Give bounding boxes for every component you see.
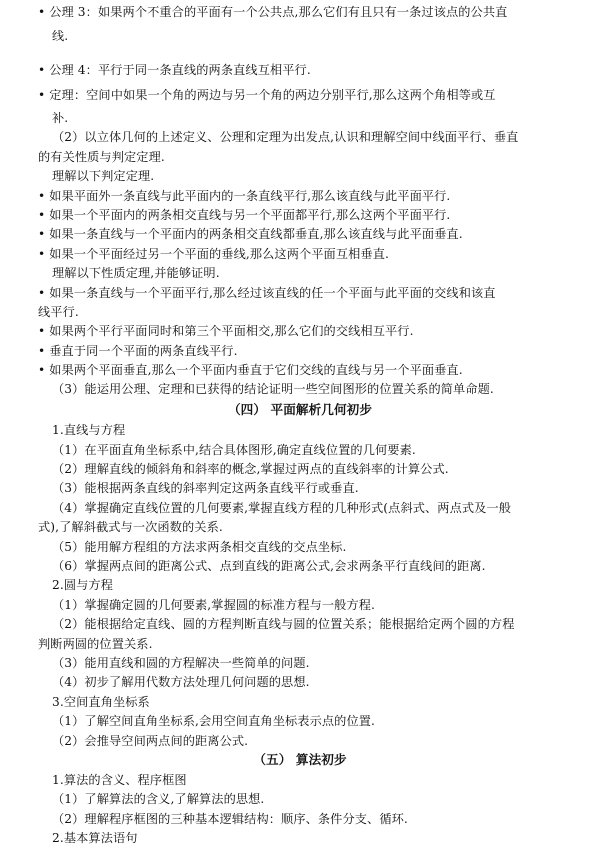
subsection-title: 1.算法的含义、程序框图 bbox=[52, 773, 187, 787]
prop-theorem-1-line-1: • 如果一条直线与一个平面平行,那么经过该直线的任一个平面与此平面的交线和该直 bbox=[38, 286, 496, 300]
list-item: （2）理解程序框图的三种基本逻辑结构：顺序、条件分支、循环. bbox=[52, 812, 408, 826]
item-2-line-2: 的有关性质与判定定理. bbox=[38, 150, 165, 164]
item-3: （3）能运用公理、定理和已获得的结论证明一些空间图形的位置关系的简单命题. bbox=[52, 382, 494, 396]
list-item: （1）了解算法的含义,了解算法的思想. bbox=[52, 792, 265, 806]
list-item: （2）理解直线的倾斜角和斜率的概念,掌握过两点的直线斜率的计算公式. bbox=[52, 462, 449, 476]
judge-theorem-4: • 如果一个平面经过另一个平面的垂线,那么这两个平面互相垂直. bbox=[38, 247, 389, 261]
judge-intro: 理解以下判定定理. bbox=[52, 169, 155, 183]
list-item: 判断两圆的位置关系. bbox=[38, 637, 153, 651]
list-item: （3）能用直线和圆的方程解决一些简单的问题. bbox=[52, 656, 310, 670]
list-item: （4）掌握确定直线位置的几何要素,掌握直线方程的几种形式(点斜式、两点式及一般 bbox=[52, 501, 512, 515]
judge-theorem-1: • 如果平面外一条直线与此平面内的一条直线平行,那么该直线与此平面平行. bbox=[38, 189, 451, 203]
judge-theorem-3: • 如果一条直线与一个平面内的两条相交直线都垂直,那么该直线与此平面垂直. bbox=[38, 227, 463, 241]
judge-theorem-2: • 如果一个平面内的两条相交直线与另一个平面都平行,那么这两个平面平行. bbox=[38, 208, 451, 222]
prop-theorem-3: • 垂直于同一个平面的两条直线平行. bbox=[38, 344, 238, 358]
axiom-3-line-2: 线. bbox=[52, 29, 69, 43]
prop-theorem-4: • 如果两个平面垂直,那么一个平面内垂直于它们交线的直线与另一个平面垂直. bbox=[38, 363, 463, 377]
theorem-line-2: 补. bbox=[52, 111, 69, 125]
list-item: （5）能用解方程组的方法求两条相交直线的交点坐标. bbox=[52, 540, 347, 554]
theorem-line-1: • 定理：空间中如果一个角的两边与另一个角的两边分别平行,那么这两个角相等或互 bbox=[38, 88, 496, 102]
subsection-title: 2.圆与方程 bbox=[52, 578, 113, 592]
prop-theorem-2: • 如果两个平行平面同时和第三个平面相交,那么它们的交线相互平行. bbox=[38, 324, 414, 338]
list-item: （4）初步了解用代数方法处理几何问题的思想. bbox=[52, 675, 310, 689]
list-item: 式),了解斜截式与一次函数的关系. bbox=[38, 520, 223, 534]
subsection-title: 3.空间直角坐标系 bbox=[52, 695, 150, 709]
section-heading-algorithm: （五） 算法初步 bbox=[253, 752, 347, 767]
prop-theorem-1-line-2: 线平行. bbox=[38, 305, 79, 319]
list-item: （6）掌握两点间的距离公式、点到直线的距离公式,会求两条平行直线间的距离. bbox=[52, 559, 486, 573]
subsection-title: 2.基本算法语句 bbox=[52, 831, 138, 845]
list-item: （2）会推导空间两点间的距离公式. bbox=[52, 734, 249, 748]
list-item: （1）了解空间直角坐标系,会用空间直角坐标表示点的位置. bbox=[52, 714, 375, 728]
list-item: （1）掌握确定圆的几何要素,掌握圆的标准方程与一般方程. bbox=[52, 598, 375, 612]
list-item: （2）能根据给定直线、圆的方程判断直线与圆的位置关系；能根据给定两个圆的方程 bbox=[52, 617, 515, 631]
item-2-line-1: （2）以立体几何的上述定义、公理和定理为出发点,认识和理解空间中线面平行、垂直 bbox=[52, 130, 519, 144]
section-heading-analytic-geometry: （四） 平面解析几何初步 bbox=[227, 402, 373, 417]
prop-intro: 理解以下性质定理,并能够证明. bbox=[52, 266, 220, 280]
list-item: （3）能根据两条直线的斜率判定这两条直线平行或垂直. bbox=[52, 481, 359, 495]
axiom-3-line-1: • 公理 3：如果两个不重合的平面有一个公共点,那么它们有且只有一条过该点的公共直 bbox=[38, 5, 508, 19]
axiom-4: • 公理 4：平行于同一条直线的两条直线互相平行. bbox=[38, 63, 311, 77]
subsection-title: 1.直线与方程 bbox=[52, 423, 126, 437]
list-item: （1）在平面直角坐标系中,结合具体图形,确定直线位置的几何要素. bbox=[52, 443, 416, 457]
